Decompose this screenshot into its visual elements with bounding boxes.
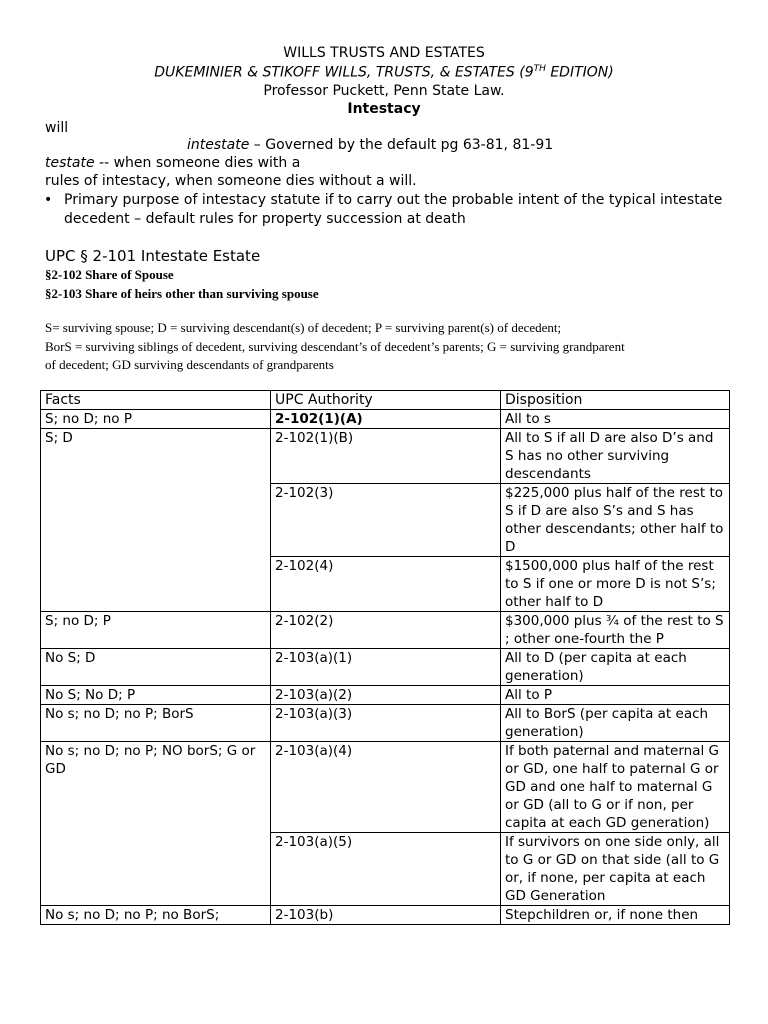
authority-cell: 2-102(4)	[271, 557, 501, 612]
legend-line-2: BorS = surviving siblings of decedent, surviving descendant’s of decedent’s parents; G = surviving grandparent	[45, 339, 625, 354]
upc-subheading-spouse: §2-102 Share of Spouse	[45, 267, 174, 282]
disposition-cell: All to P	[501, 686, 730, 705]
legend-line-1: S= surviving spouse; D = surviving descendant(s) of decedent; P = surviving parent(s) of decedent;	[45, 320, 562, 335]
authority-cell: 2-102(1)(A)	[271, 410, 501, 429]
disposition-cell: All to BorS (per capita at each generation)	[501, 705, 730, 742]
table-row	[41, 429, 730, 484]
table-row	[41, 649, 730, 686]
bullet-icon: •	[44, 192, 53, 208]
facts-cell: No S; No D; P	[41, 686, 271, 705]
disposition-cell: All to S if all D are also D’s and S has no other surviving descendants	[501, 429, 730, 484]
professor-line: Professor Puckett, Penn State Law.	[263, 83, 505, 99]
authority-cell: 2-102(1)(B)	[271, 429, 501, 484]
header-disposition: Disposition	[501, 391, 730, 410]
rules-line: rules of intestacy, when someone dies without a will.	[45, 173, 417, 189]
header-upc-authority: UPC Authority	[271, 391, 501, 410]
upc-subheading-heirs: §2-103 Share of heirs other than surviving spouse	[45, 286, 319, 301]
disposition-cell: All to s	[501, 410, 730, 429]
authority-cell: 2-103(a)(5)	[271, 833, 501, 906]
legend-line-3: of decedent; GD surviving descendants of grandparents	[45, 357, 334, 372]
facts-cell: No s; no D; no P; BorS	[41, 705, 271, 742]
authority-cell: 2-103(a)(2)	[271, 686, 501, 705]
disposition-cell: $225,000 plus half of the rest to S if D are also S’s and S has other descendants; other half to D	[501, 484, 730, 557]
book-title: DUKEMINIER & STIKOFF WILLS, TRUSTS, & ESTATES (9TH EDITION)	[154, 64, 614, 81]
bullet-list-item: • Primary purpose of intestacy statute if to carry out the probable intent of the typical intestate decedent – default rules for property succession at death	[44, 192, 723, 227]
table-row	[41, 686, 730, 705]
disposition-cell: $300,000 plus ¾ of the rest to S ; other one-fourth the P	[501, 612, 730, 649]
table-row	[41, 705, 730, 742]
authority-cell: 2-102(3)	[271, 484, 501, 557]
facts-cell: S; no D; no P	[41, 410, 271, 429]
disposition-cell: If both paternal and maternal G or GD, one half to paternal G or GD and one half to maternal G or GD (all to G or if non, per capita at each GD generation)	[501, 742, 730, 833]
will-label: will	[45, 120, 69, 136]
facts-cell: S; D	[41, 429, 271, 612]
document-title: WILLS TRUSTS AND ESTATES	[283, 45, 485, 61]
table-header-row	[41, 391, 730, 410]
testate-line: testate -- when someone dies with a	[45, 155, 301, 171]
header-facts: Facts	[41, 391, 271, 410]
table-row	[41, 906, 730, 925]
authority-cell: 2-103(a)(3)	[271, 705, 501, 742]
table-row	[41, 410, 730, 429]
disposition-cell: $1500,000 plus half of the rest to S if one or more D is not S’s; other half to D	[501, 557, 730, 612]
table-row	[41, 612, 730, 649]
authority-cell: 2-103(a)(1)	[271, 649, 501, 686]
intestate-line: intestate – Governed by the default pg 63-81, 81-91	[187, 137, 554, 153]
intestacy-table	[40, 390, 730, 925]
table-row	[41, 742, 730, 833]
facts-cell: No S; D	[41, 649, 271, 686]
facts-cell: No s; no D; no P; no BorS;	[41, 906, 271, 925]
facts-cell: No s; no D; no P; NO borS; G or GD	[41, 742, 271, 906]
facts-cell: S; no D; P	[41, 612, 271, 649]
authority-cell: 2-103(a)(4)	[271, 742, 501, 833]
section-heading: Intestacy	[347, 101, 421, 117]
authority-cell: 2-103(b)	[271, 906, 501, 925]
upc-heading: UPC § 2-101 Intestate Estate	[45, 247, 261, 265]
disposition-cell: If survivors on one side only, all to G or GD on that side (all to G or, if none, per capita at each GD Generation	[501, 833, 730, 906]
disposition-cell: All to D (per capita at each generation)	[501, 649, 730, 686]
disposition-cell: Stepchildren or, if none then	[501, 906, 730, 925]
authority-cell: 2-102(2)	[271, 612, 501, 649]
